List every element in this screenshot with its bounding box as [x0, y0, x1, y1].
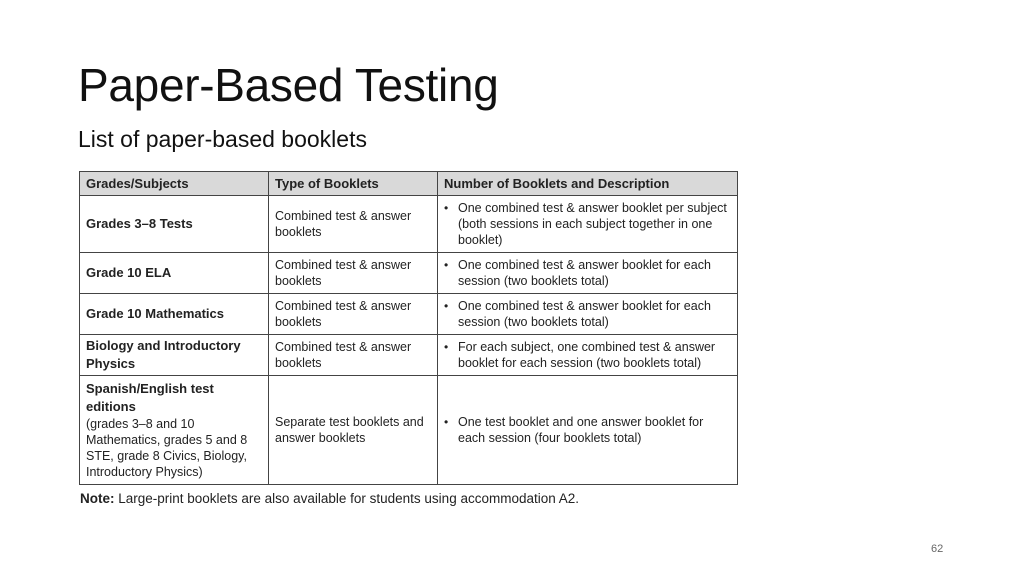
table-row	[80, 253, 738, 294]
table-header-row	[80, 172, 738, 196]
type-cell: Combined test & answer booklets	[269, 335, 438, 376]
description-text: One combined test & answer booklet per subject (both sessions in each subject together in one booklet)	[458, 201, 727, 247]
description-cell	[438, 196, 738, 253]
description-text: One test booklet and one answer booklet for each session (four booklets total)	[458, 415, 704, 445]
bullet-icon: •	[444, 201, 449, 215]
grade-label: Grade 10 ELA	[86, 265, 172, 280]
table-row	[80, 376, 738, 485]
bullet-icon: •	[444, 415, 449, 429]
description-text: For each subject, one combined test & answer booklet for each session (two booklets total)	[458, 340, 716, 370]
description-text: One combined test & answer booklet for each session (two booklets total)	[458, 258, 711, 288]
booklets-table	[79, 171, 738, 485]
page-number: 62	[931, 543, 944, 555]
description-text: One combined test & answer booklet for each session (two booklets total)	[458, 299, 711, 329]
type-cell: Combined test & answer booklets	[269, 253, 438, 294]
bullet-icon: •	[444, 299, 449, 313]
description-cell	[438, 294, 738, 335]
grade-label: Grade 10 Mathematics	[86, 306, 225, 321]
table-row	[80, 294, 738, 335]
note-label: Note:	[80, 491, 115, 506]
grade-cell	[80, 294, 269, 335]
table-row	[80, 335, 738, 376]
description-cell	[438, 253, 738, 294]
slide-title: Paper-Based Testing	[78, 59, 499, 111]
header-type-of-booklets: Type of Booklets	[269, 172, 438, 196]
description-cell	[438, 376, 738, 485]
grade-cell	[80, 253, 269, 294]
type-cell: Combined test & answer booklets	[269, 294, 438, 335]
table-note	[80, 491, 579, 506]
grade-label: Spanish/English test editions	[86, 381, 214, 414]
header-number-of-booklets: Number of Booklets and Description	[438, 172, 738, 196]
bullet-icon: •	[444, 258, 449, 272]
header-grades-subjects: Grades/Subjects	[80, 172, 269, 196]
description-cell	[438, 335, 738, 376]
grade-label: Grades 3–8 Tests	[86, 216, 193, 231]
grade-cell	[80, 376, 269, 485]
table-row	[80, 196, 738, 253]
grade-cell	[80, 196, 269, 253]
type-cell: Separate test booklets and answer booklets	[269, 376, 438, 485]
slide-subtitle: List of paper-based booklets	[78, 126, 367, 152]
note-text: Large-print booklets are also available for students using accommodation A2.	[114, 491, 580, 506]
grade-detail: (grades 3–8 and 10 Mathematics, grades 5 and 8 STE, grade 8 Civics, Biology, Introductory Physics)	[86, 417, 248, 479]
type-cell: Combined test & answer booklets	[269, 196, 438, 253]
grade-label: Biology and Introductory Physics	[86, 338, 241, 371]
grade-cell	[80, 335, 269, 376]
bullet-icon: •	[444, 340, 449, 354]
